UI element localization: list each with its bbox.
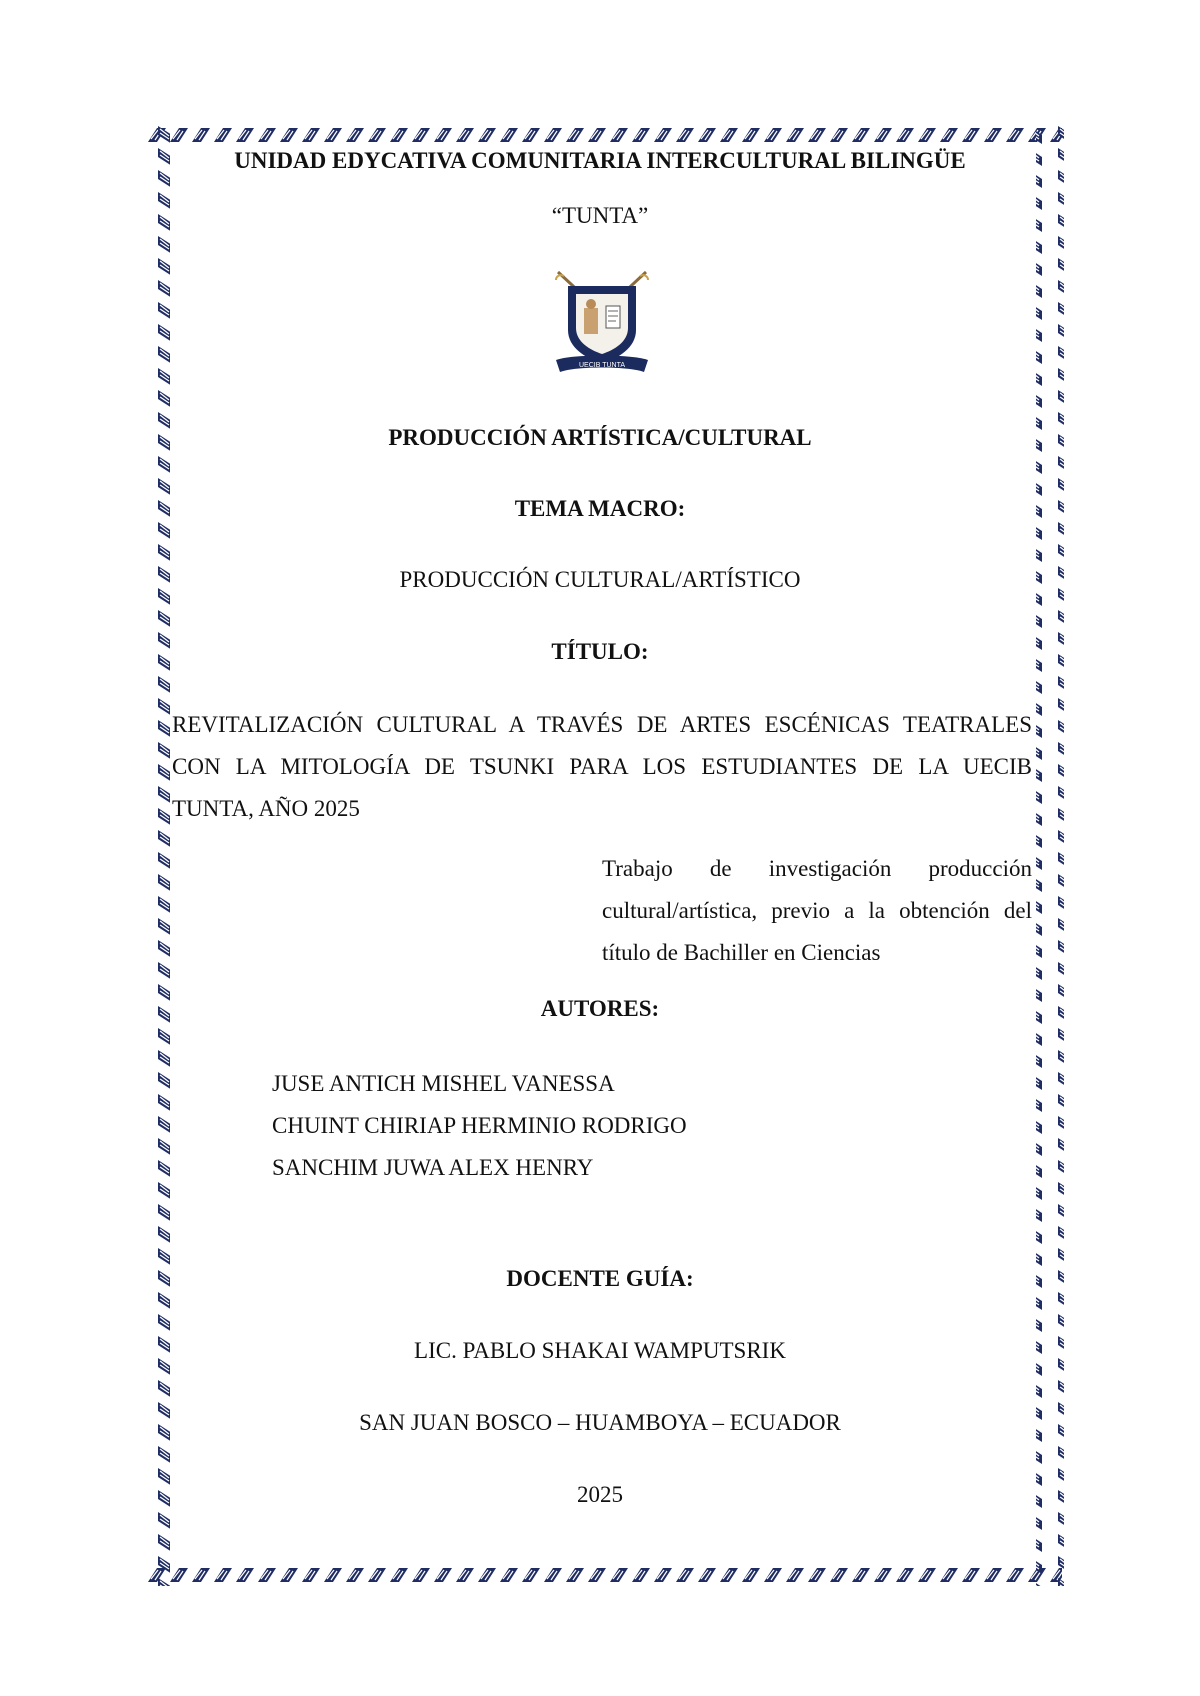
guide-label: DOCENTE GUÍA:: [506, 1266, 694, 1291]
guide-name: LIC. PABLO SHAKAI WAMPUTSRIK: [414, 1338, 786, 1363]
macro-topic-value: PRODUCCIÓN CULTURAL/ARTÍSTICO: [399, 567, 801, 592]
title-line: CON LA MITOLOGÍA DE TSUNKI PARA LOS ESTUDIANTES DE LA UECIB: [172, 754, 1032, 779]
degree-note-line: título de Bachiller en Ciencias: [602, 940, 881, 965]
school-name: “TUNTA”: [551, 203, 649, 228]
research-title: [172, 704, 1032, 830]
authors-list: [272, 1063, 972, 1189]
author-name: CHUINT CHIRIAP HERMINIO RODRIGO: [272, 1113, 687, 1138]
degree-note-line: cultural/artística, previo a la obtención del: [602, 898, 1032, 923]
institution-name: UNIDAD EDYCATIVA COMUNITARIA INTERCULTURAL BILINGÜE: [234, 148, 966, 173]
degree-note: [602, 848, 1032, 974]
degree-note-line: Trabajo de investigación producción: [602, 856, 1032, 881]
school-crest-logo: [552, 268, 652, 380]
title-line: TUNTA, AÑO 2025: [172, 796, 360, 821]
logo-banner-text: UECIB TUNTA: [578, 362, 626, 369]
author-name: SANCHIM JUWA ALEX HENRY: [272, 1155, 594, 1180]
document-type: PRODUCCIÓN ARTÍSTICA/CULTURAL: [388, 425, 812, 450]
year: 2025: [577, 1482, 623, 1507]
author-name: JUSE ANTICH MISHEL VANESSA: [272, 1071, 615, 1096]
location: SAN JUAN BOSCO – HUAMBOYA – ECUADOR: [359, 1410, 841, 1435]
title-label: TÍTULO:: [551, 639, 649, 664]
authors-label: AUTORES:: [540, 996, 660, 1021]
title-line: REVITALIZACIÓN CULTURAL A TRAVÉS DE ARTES ESCÉNICAS TEATRALES: [172, 712, 1032, 737]
macro-topic-label: TEMA MACRO:: [514, 496, 686, 521]
